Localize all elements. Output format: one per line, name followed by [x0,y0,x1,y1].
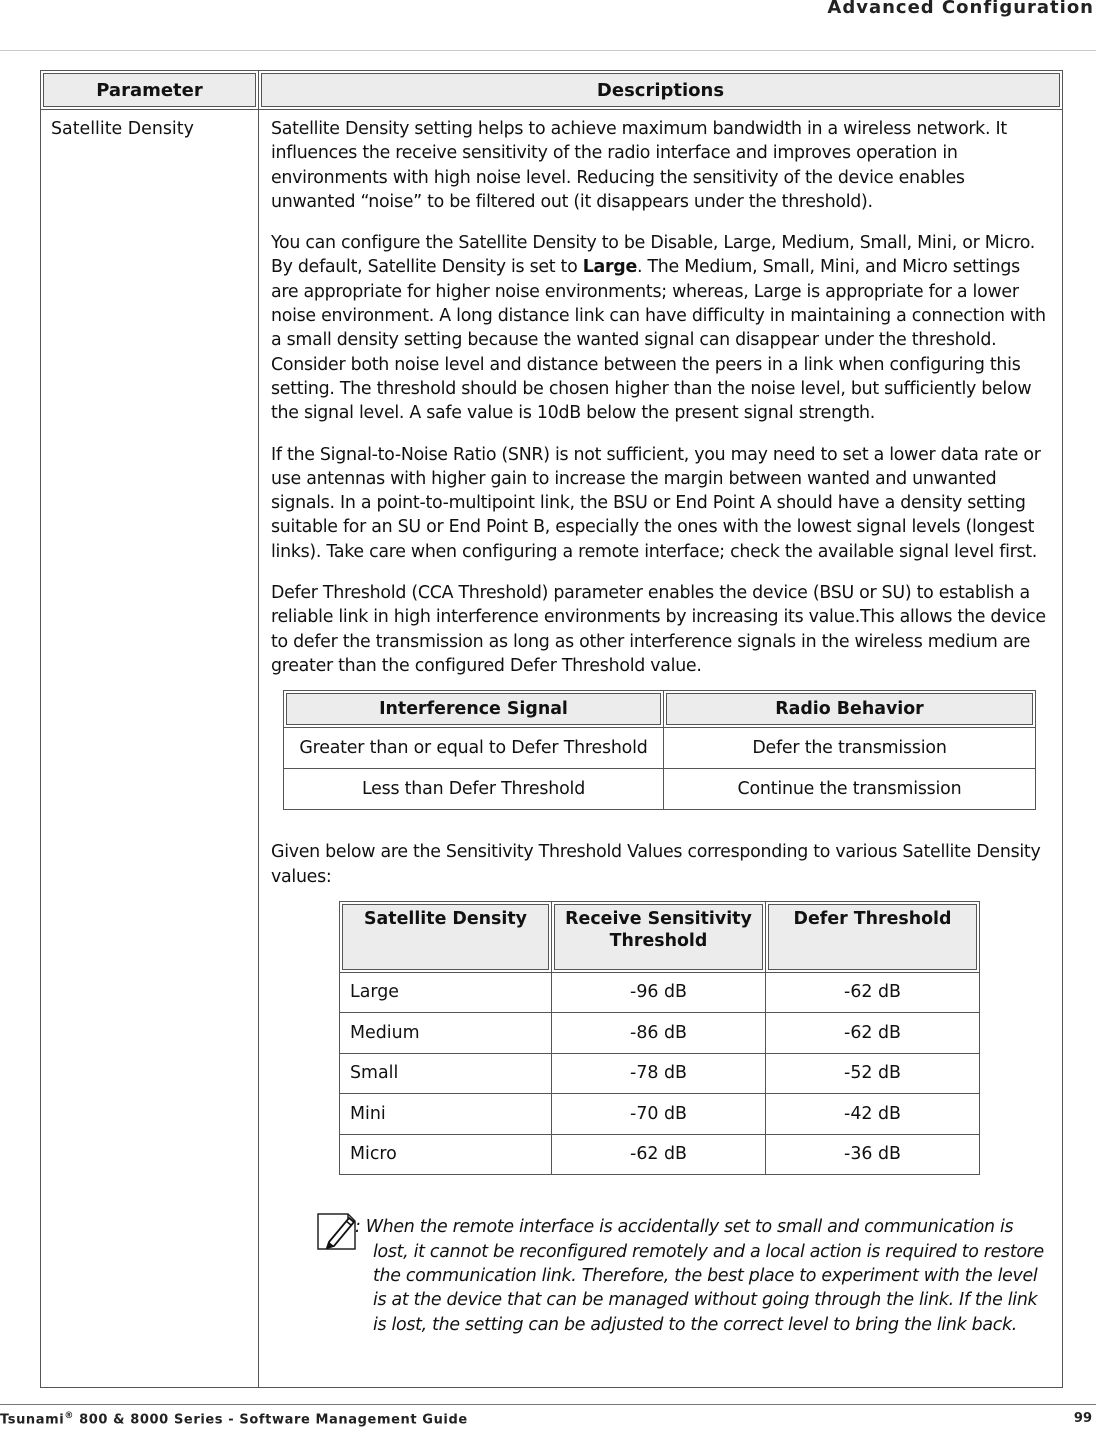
parameter-description [259,110,1063,1388]
registered-mark: ® [64,1411,74,1421]
table-cell: -62 dB [766,1013,980,1054]
parameter-name: Satellite Density [41,110,259,1388]
table-cell: -62 dB [766,972,980,1013]
table-row [41,110,1063,1388]
parameter-table [40,70,1063,1388]
description-paragraph: Satellite Density setting helps to achieve maximum bandwidth in a wireless network. It influences the receive sensitivity of the radio interface and improves operation in environments with high noise level. Reducing the sensitivity of the device enables unwanted “noise” to be filtered out (it disappears under the threshold). [271,119,1007,212]
description-paragraph: If the Signal-to-Noise Ratio (SNR) is not sufficient, you may need to set a lower data rate or use antennas with higher gain to increase the margin between wanted and unwanted signals. In a point-to-multipoint link, the BSU or End Point A should have a density setting suitable for an SU or End Point B, especially the ones with the lowest signal levels (longest links). Take care when configuring a remote interface; check the available signal level first. [271,444,1041,562]
header-rule [0,50,1096,51]
text-run: You can configure the Satellite Density to be Disable, Large, Medium, Small, Mini, or Micro. By default, Satellite Density is set to [271,233,1036,278]
note-text: : When the remote interface is accidentally set to small and communication is lost, it cannot be reconfigured remotely and a local action is required to restore the communication link. Therefore, the best place to experiment with the level is at the device that can be managed without going through the link. If the link is lost, the setting can be adjusted to the correct level to bring the link back. [355,1217,1044,1335]
description-paragraph: Defer Threshold (CCA Threshold) parameter enables the device (BSU or SU) to establish a reliable link in high interference environments by increasing its value.This allows the device to defer the transmission as long as other interference signals in the wireless medium are greater than the configured Defer Threshold value. [271,583,1046,676]
table-cell: Continue the transmission [664,769,1036,810]
column-header: Receive Sensitivity Threshold [552,901,766,972]
table-cell: -36 dB [766,1134,980,1175]
table-cell: -62 dB [552,1134,766,1175]
text-run: . The Medium, Small, Mini, and Micro settings are appropriate for higher noise environments; whereas, Large is appropriate for a lower noise environment. A long distance link can have difficulty in maintaining a connection with a small density setting because the wanted signal can disappear under the threshold. Consider both noise level and distance between the peers in a link when configuring this setting. The threshold should be chosen higher than the noise level, but sufficiently below the signal level. A safe value is 10dB below the present signal strength. [271,257,1046,424]
table-cell: -78 dB [552,1053,766,1094]
footer-brand: Tsunami [0,1412,65,1428]
interference-table-header [284,691,1036,728]
table-cell: Greater than or equal to Defer Threshold [284,728,664,769]
table-row [340,1134,980,1175]
table-cell: -42 dB [766,1094,980,1135]
footer-guide-name: 800 & 8000 Series - Software Management Guide [73,1412,468,1428]
sensitivity-intro: Given below are the Sensitivity Threshold Values corresponding to various Satellite Density values: [271,842,1041,887]
table-row [340,1053,980,1094]
footer-rule [0,1404,1096,1405]
footer-guide-title [0,1411,468,1427]
interference-table [283,690,1036,810]
table-row [340,1094,980,1135]
note-callout [355,1215,1052,1336]
bold-default-value: Large [582,257,637,278]
table-row [340,972,980,1013]
note-pencil-icon [315,1209,361,1251]
description-paragraph [271,231,1052,425]
page-number: 99 [1073,1411,1092,1426]
sensitivity-table [339,901,980,1176]
table-row [284,769,1036,810]
column-header: Radio Behavior [664,691,1036,728]
column-header-parameter: Parameter [41,71,259,110]
table-cell: -86 dB [552,1013,766,1054]
table-cell: Large [340,972,552,1013]
column-header: Satellite Density [340,901,552,972]
table-cell: Defer the transmission [664,728,1036,769]
table-cell: Less than Defer Threshold [284,769,664,810]
table-cell: -70 dB [552,1094,766,1135]
table-cell: Mini [340,1094,552,1135]
sensitivity-table-header [340,901,980,972]
running-header-title: Advanced Configuration [827,0,1094,18]
table-cell: Micro [340,1134,552,1175]
table-cell: -96 dB [552,972,766,1013]
table-cell: Small [340,1053,552,1094]
table-cell: Medium [340,1013,552,1054]
table-row [284,728,1036,769]
table-cell: -52 dB [766,1053,980,1094]
parameter-table-header [41,71,1063,110]
table-row [340,1013,980,1054]
column-header: Interference Signal [284,691,664,728]
column-header: Defer Threshold [766,901,980,972]
column-header-descriptions: Descriptions [259,71,1063,110]
